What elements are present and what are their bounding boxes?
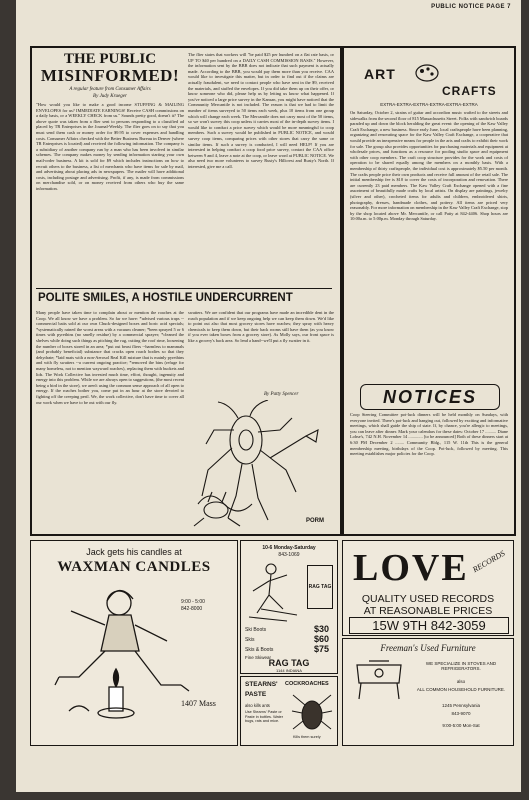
crafts-header-art: ART [364, 66, 396, 82]
ragtag-side-tag [307, 565, 333, 609]
article-box-crafts [342, 46, 516, 536]
running-head: PUBLIC NOTICE PAGE 7 [431, 4, 511, 10]
palette-icon [414, 62, 440, 84]
section-rule [36, 288, 332, 289]
ragtag-item-2 [245, 644, 333, 654]
stearns-kills: Kills them surely [293, 735, 321, 739]
stearns-product: PASTE [245, 691, 267, 698]
waxman-name: WAXMAN CANDLES [57, 559, 211, 575]
ragtag-item-1 [245, 634, 333, 644]
ragtag-item-1-label: Skis [245, 637, 255, 643]
love-logo-text: LOVE [353, 547, 469, 589]
misinformed-title-line2: MISINFORMED! [40, 66, 180, 85]
crafts-extra-line: EXTRA-EXTRA-EXTRA-EXTRA-EXTRA-EXTRA [380, 102, 478, 107]
freeman-also-text: ALL COMMON HOUSEHOLD FURNITURE. [416, 687, 506, 692]
misinformed-byline: By Judy Krueger [93, 94, 127, 99]
cartoon-signature: PORM [306, 518, 324, 524]
ragtag-phone: 843-1069 [278, 552, 300, 558]
freeman-name: Freeman's Used Furniture [380, 643, 476, 653]
notices-title: NOTICES [382, 386, 477, 407]
notices-body [350, 412, 508, 530]
ragtag-item-1-price: $60 [313, 634, 329, 644]
cockroach-cartoon [188, 400, 334, 528]
ad-love-records [342, 540, 514, 636]
love-address: 15W 9TH 842-3059 [349, 617, 509, 634]
polite-col-2 [188, 310, 334, 390]
polite-headline: POLITE SMILES, A HOSTILE UNDERCURRENT [38, 292, 293, 304]
ragtag-address: 1144 INDIANA [276, 668, 302, 673]
polite-col-1 [36, 310, 184, 526]
crafts-body-text: On Saturday, October 2, strains of guitar and accordion music wafted to the streets and sidewalks from the second floor of 815 Massachusetts Street. Folks with sandwich boards paraded up and down the block heralding the great event: the opening of the Kaw Valley Craft Exchange, a new business. Since early June, local craftspeople have been planning, organizing and renovating space for the Kaw Valley Craft Exchange, a cooperative that would provide an inexpensive means for people in the arts and crafts to exhibit their work for sale. The group also provides opportunities for purchasing materials and equipment at wholesale prices, and functions as a resource for pooling studio space and equipment with other coop members. The craft coop structure provides for the work and costs of operation to be shared equally among the members on a monthly basis. With a membership of thirty craftspeople, the individual cost is approximately $5.50 per month. The crafts people price their own products and receive full amount of the retail sale. The initial membership fee is $10 to cover the costs of incorporation and renovation. There are currently 23 paid members. The Kaw Valley Craft Exchange opened with a fine assortment of beautifully made crafts by local artists. On display are paintings, jewelry (silver and other), crocheted items for adults and children, embroidered shirts, photography, dresses, handmade clothes, and pottery. All items are priced very reasonably. For more information on membership in the Kaw Valley Craft Exchange, stop by the shop located above Mr. Mercantile, or call Patty at 842-4406. Shop hours are 10:00a.m. to 5:00p.m. Monday through Saturday. [350, 110, 508, 222]
crafts-header-crafts: CRAFTS [442, 84, 497, 98]
waxman-address: 1407 Mass [181, 699, 216, 708]
ad-stearns-paste [240, 676, 338, 746]
ragtag-item-2-label: Skis & Boots [245, 647, 274, 653]
notices-body-text: Coop Steering Committee pot-luck dinners will be held monthly on Sundays, with everyone invited. There's pot-luck and hanging out, followed by exciting and informative meetings, which shall guide the ship of state. If, by chance, you're allergic to meetings, you can leave after dinner. Mark your calendars for these dates: October 17 .......... Diane Lohse's, 742 N.H. November 14 ............. [to be announced] Both of these dinners start at 6:30 PM December 2 ........ Community Bldg., 115 W. 11th This is the general membership meeting, birthdays of the Coop. Pot-luck, followed by meeting. This meeting establishes major policies for the Coop. [350, 412, 508, 457]
skier-illustration [247, 561, 301, 625]
waxman-hours: 9:00 - 5:00 [181, 599, 205, 605]
misinformed-title-line1: THE PUBLIC [63, 52, 157, 67]
crafts-header [350, 54, 508, 98]
misinformed-body-col-2: The flier states that workers will "be paid $25 per hundred on a flat rate basis, or UP TO $40 per hundred on a DAILY CASH COMMISSION BASIS." However, the information sent by the BBB does not indicate that such payment is actually made. According to the BBB, you would pay them more than you receive. CAA would like to investigate this matter, but in order to find out if the claims are actually fraudulent, we need to contact people who have sent in the $9, received the materials, and stuffed the envelopes. If you did take them up on their offer, or know someone who did, please help us by letting us know what happened. If you've noticed a large price survey in the Kansan, you might have noticed that the Community Mercantile is not included. The reason is that we had to limit the number of items surveyed to 50 items each week, plus 10 items from one group which will change each week. The Mercantile does not carry most of the 50 items, so we won't survey this coop unless it carries most of the in-depth survey items. I would like to conduct a price survey which would be more meaningful to coop members. Such a survey would be published in PUBLIC NOTICE, and would survey coop items, comparing prices with other stores that carry the same or similar items. If such a survey is conducted, I will need HELP! If you are interested in helping conduct a coop food price survey, contact the CAA office between 9 and 4, leave a note at the coop, or leave word at PUBLIC NOTICE. We also need two more volunteers to survey Rusty's Hillcrest and Rusty's North. If interested, give me a call. [188, 52, 334, 169]
freeman-also: also [456, 679, 466, 684]
ragtag-name: RAG TAG [268, 658, 310, 668]
misinformed-col-2 [188, 52, 334, 284]
polite-body-col-1: Many people have taken time to complain about or mention the roaches at the Coop. We all know we have a problem. So far we have: *advised various traps -- commercial baits sold at our own Chuck-designed boxes and boric acid specials; *systematically rained the worst areas with a vacuum cleaner; *been sprayed 5 or 6 times with pyrethins (no smelly residue) by a commercial sprayer; *cleaned the shelves while doing such things as pitching the rug, cutting the roof rime, loosening the number of boxes stored in an area; *put out beast fliers --harmless to mammals (and probably beneficial) substance that cracks open roach bodies so that they dehydrate; *laid mats with a non-Aerosol Real Kill mixture that is mainly pyrethins and with fly swatters --a current ongoing practice; *removed the bins (refuge for many homeless, not to mention wayward roaches), replacing them with buckets and lids. The Work Collective has invested much time, effort, thought, ingenuity and energy into this problem. While we are always open to suggestions, (the most recent being a bird in the store), we aren't using the common sense approach of all open to energy. If the roaches bother you, come put in an hour at the store devoted to fighting off the creeping peril. We, the work collective, don't have time to cover all our work when we have to be out with our fly. [36, 310, 184, 405]
freeman-spec: WE SPECIALIZE IN STOVES AND REFRIGERATORS. [425, 661, 497, 671]
newspaper-page [16, 0, 521, 792]
love-logo [353, 545, 473, 591]
waxman-tagline: Jack gets his candles at [86, 547, 182, 557]
ad-freemans-furniture [342, 638, 514, 746]
cockroaches-headline: COCKROACHES [285, 681, 329, 687]
stove-illustration [349, 657, 409, 705]
ragtag-item-2-price: $75 [313, 644, 329, 654]
ragtag-item-0-label: Ski Boots [245, 627, 267, 633]
waxman-phone: 842-8000 [181, 606, 203, 612]
misinformed-body-col-1: "How would you like to make a good income STUFFING & MAILING ENVELOPES for us? IMMEDIATE EARNINGS! Receive CASH commissions on a daily basis, or a WEEKLY CHECK from us." Sounds pretty good, doesn't it? The above quote was taken from a flier sent to persons responding to a classified ad placed by TR Enterprises in the Journal-Weekly. The flier goes on to say that you must send them cash or money order for $9.95 to cover expenses and handling costs. Consumer Affairs checked with the Better Business Bureau in Denver (where TR Enterprises is located) and received the following information. The company is a subsidiary of another company run by a man who has been involved in similar schemes. The company makes money by sending information starting your own mail-order business. A kit is sold for $9 which includes instructions on how to recruit others to the business, a list of merchants who have items for sale by mail, and advertising about placing ads in newspapers. The mailer will have additional costs, including postage and advertising. Profit, if any, is made from commissions on merchandise sold, or on money received from others who buy the same information. [36, 102, 184, 191]
love-logo-side: RECORDS [471, 548, 507, 575]
roach-illustration [291, 693, 333, 733]
cockroaches-text: Use Stearns' Paste or Paste in bottles. Water bugs, rats and mice. [245, 710, 284, 724]
love-line-2: AT REASONABLE PRICES [363, 605, 493, 617]
misinformed-subtitle: A regular feature from Consumer Affairs [69, 87, 151, 92]
ragtag-side-text: RAG TAG [308, 584, 332, 590]
notices-banner [360, 384, 500, 410]
ragtag-hours: 10-6 Monday-Saturday [262, 545, 316, 551]
freeman-address: 1245 Pennsylvania [441, 703, 481, 708]
jack-illustration [49, 581, 199, 731]
polite-body-col-2: swatters. We are confident that our programs have made an incredible dent in the roach population and if we keep ongoing help we can keep them down. We'd like to point out also that most grocery stores have roaches; they spray with heavy chemicals to keep them down, but their back rooms still have them (as you know if you ever taken boxes from a grocery store). As Molly says, our front space is like a grocery's back area. So lend a hand--we'll put a fly swatter in it. [188, 310, 334, 343]
ad-waxman-candles [30, 540, 238, 746]
ragtag-item-0 [245, 624, 333, 634]
cockroaches-subhead: also kills ants [245, 703, 270, 708]
crafts-body [350, 110, 508, 380]
article-box-consumer-affairs [30, 46, 342, 536]
polite-byline: By Patty Spencer [264, 392, 299, 397]
ragtag-extra: Fine Skiwear [245, 655, 272, 660]
misinformed-col-1 [36, 52, 184, 284]
ad-rag-tag [240, 540, 338, 674]
love-line-1: QUALITY USED RECORDS [361, 593, 495, 605]
freeman-hours: 9:00-5:00 Mon-Sat [442, 723, 480, 728]
stearns-name: STEARNS' [245, 681, 278, 688]
freeman-phone: 843-9070 [451, 711, 471, 716]
ragtag-item-0-price: $30 [313, 624, 329, 634]
